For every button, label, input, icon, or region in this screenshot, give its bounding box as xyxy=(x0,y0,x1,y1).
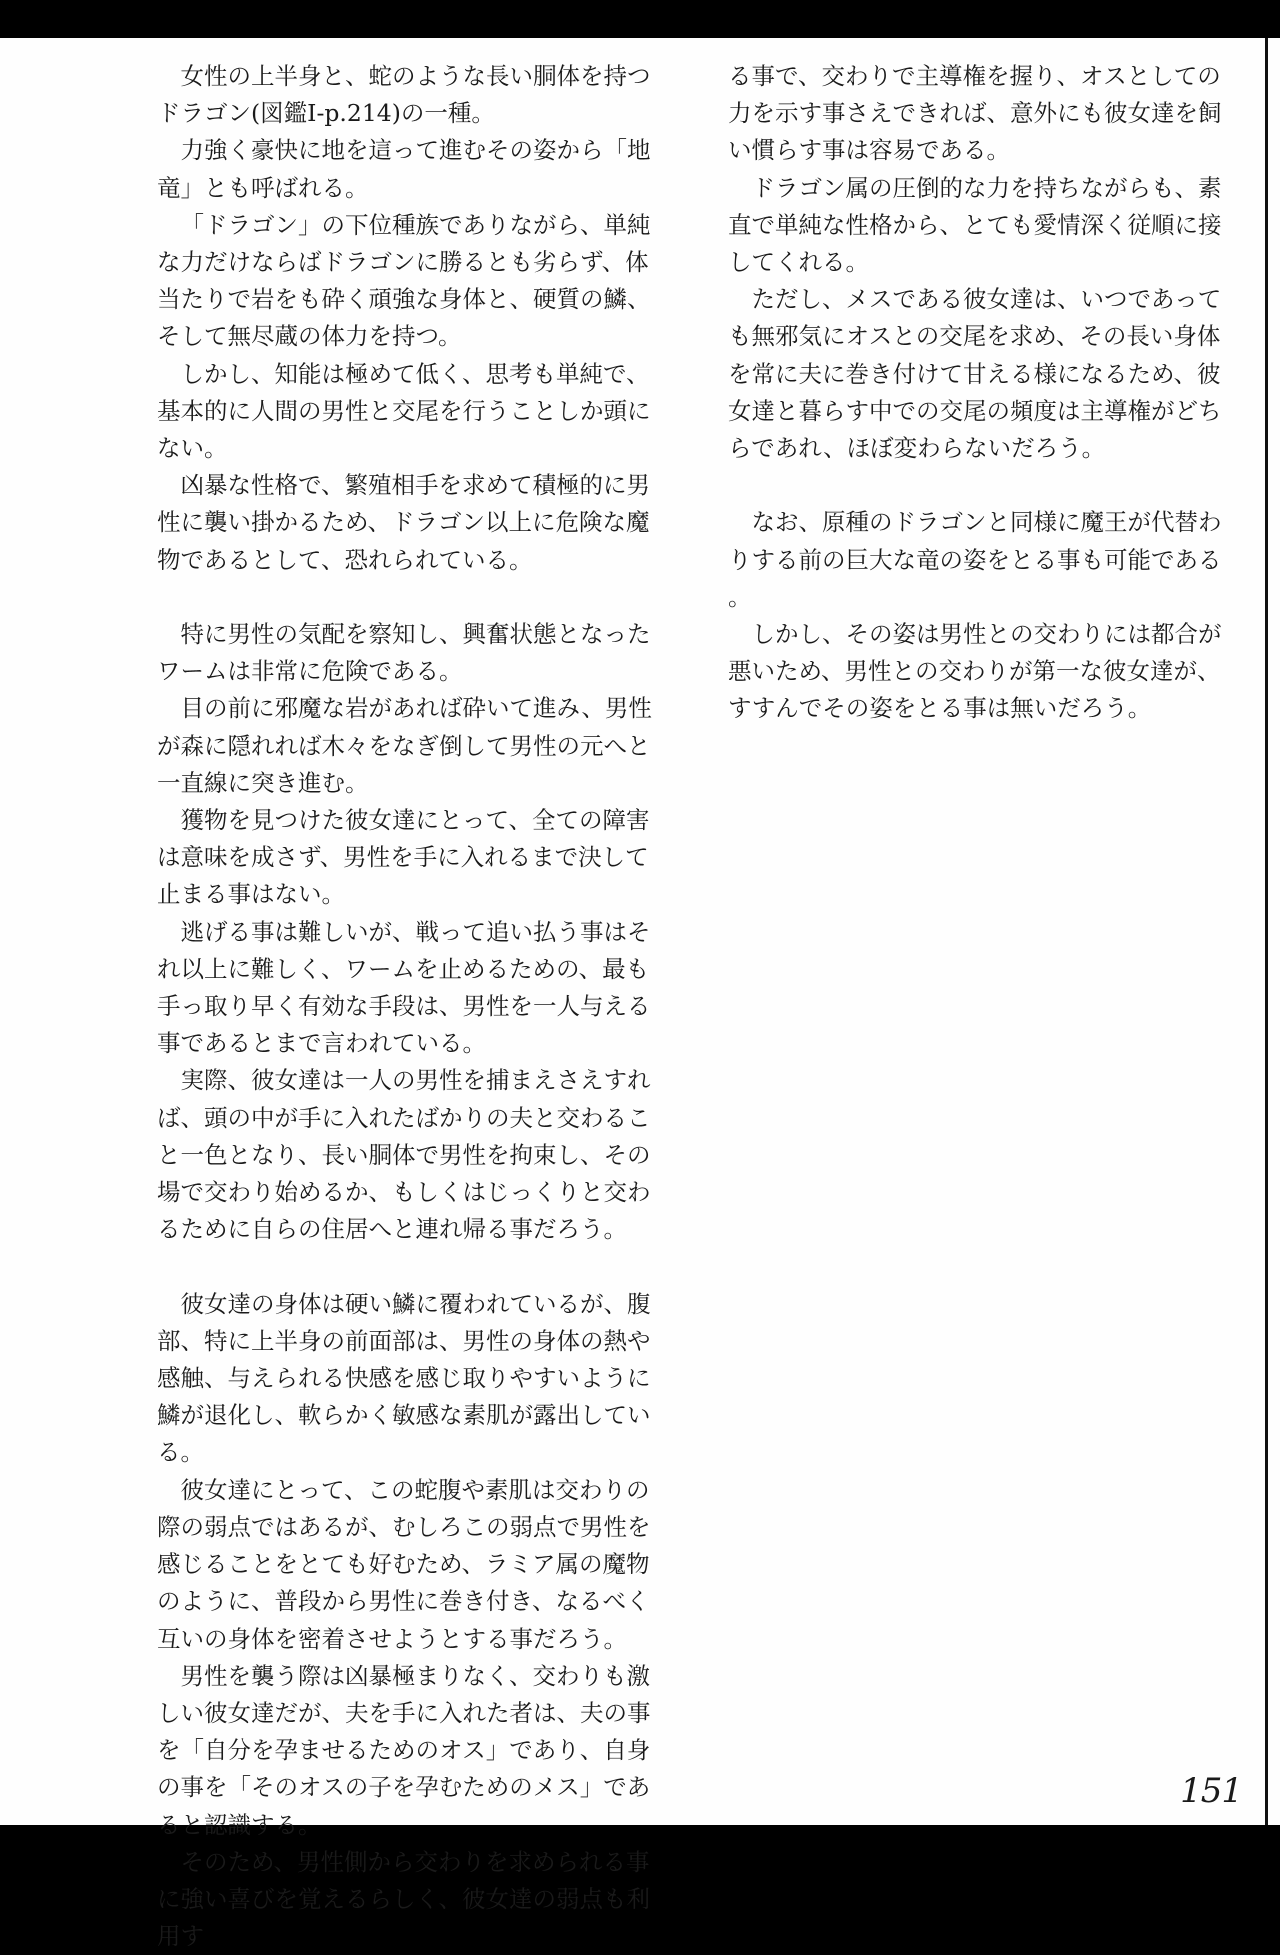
paragraph-continued: る事で、交わりで主導権を握り、オスとしての力を示す事さえできれば、意外にも彼女達を飼い慣らす事は容易である。 xyxy=(728,62,1222,165)
paragraph: 逃げる事は難しいが、戦って追い払う事はそれ以上に難しく、ワームを止めるための、最も手っ取り早く有効な手段は、男性を一人与える事であるとまで言われている。 xyxy=(157,917,651,1058)
paragraph: 特に男性の気配を察知し、興奮状態となったワームは非常に危険である。 xyxy=(157,620,651,686)
paragraph: ただし、メスである彼女達は、いつであっても無邪気にオスとの交尾を求め、その長い身体を常に夫に巻き付けて甘える様になるため、彼女達と暮らす中での交尾の頻度は主導権がどちらであれ、ほぼ変わらないだろう。 xyxy=(728,285,1222,463)
paragraph: そのため、男性側から交わりを求められる事に強い喜びを覚えるらしく、彼女達の弱点も利用す xyxy=(157,1847,651,1951)
paragraph-gap xyxy=(157,1248,667,1285)
paragraph: 「ドラゴン」の下位種族でありながら、単純な力だけならばドラゴンに勝るとも劣らず、体当たりで岩をも砕く頑強な身体と、硬質の鱗、そして無尽蔵の体力を持つ。 xyxy=(157,210,651,351)
paragraph: しかし、知能は極めて低く、思考も単純で、基本的に人間の男性と交尾を行うことしか頭にない。 xyxy=(157,359,651,463)
paragraph: 男性を襲う際は凶暴極まりなく、交わりも激しい彼女達だが、夫を手に入れた者は、夫の事を「自分を孕ませるためのオス」であり、自身の事を「そのオスの子を孕むためのメス」であると認識する。 xyxy=(157,1661,651,1839)
document-page xyxy=(0,38,1280,1951)
paragraph: 目の前に邪魔な岩があれば砕いて進み、男性が森に隠れれば木々をなぎ倒して男性の元へと一直線に突き進む。 xyxy=(157,694,652,797)
paragraph: ドラゴン属の圧倒的な力を持ちながらも、素直で単純な性格から、とても愛情深く従順に接してくれる。 xyxy=(728,173,1222,277)
page-number: 151 xyxy=(1180,1771,1242,1811)
paragraph-gap xyxy=(728,467,1240,504)
paragraph: しかし、その姿は男性との交わりには都合が悪いため、男性との交わりが第一な彼女達が、すすんでその姿をとる事は無いだろう。 xyxy=(728,620,1222,723)
left-column xyxy=(157,58,667,1955)
paragraph: 彼女達の身体は硬い鱗に覆われているが、腹部、特に上半身の前面部は、男性の身体の熱や感触、与えられる快感を感じ取りやすいように鱗が退化し、軟らかく敏感な素肌が露出している。 xyxy=(157,1289,651,1467)
right-column xyxy=(728,58,1240,728)
paragraph: 獲物を見つけた彼女達にとって、全ての障害は意味を成さず、男性を手に入れるまで決して止まる事はない。 xyxy=(157,806,650,909)
paragraph: 力強く豪快に地を這って進むその姿から「地竜」とも呼ばれる。 xyxy=(157,136,651,202)
paragraph: 凶暴な性格で、繁殖相手を求めて積極的に男性に襲い掛かるため、ドラゴン以上に危険な魔物であるとして、恐れられている。 xyxy=(157,471,651,574)
paragraph: 実際、彼女達は一人の男性を捕まえさえすれば、頭の中が手に入れたばかりの夫と交わること一色となり、長い胴体で男性を拘束し、その場で交わり始めるか、もしくはじっくりと交わるために自らの住居へと連れ帰る事だろう。 xyxy=(157,1066,651,1244)
paragraph: なお、原種のドラゴンと同様に魔王が代替わりする前の巨大な竜の姿をとる事も可能である。 xyxy=(728,508,1222,611)
paragraph: 彼女達にとって、この蛇腹や素肌は交わりの際の弱点ではあるが、むしろこの弱点で男性を感じることをとても好むため、ラミア属の魔物のように、普段から男性に巻き付き、なるべく互いの身体を密着させようとする事だろう。 xyxy=(157,1475,651,1653)
paragraph-gap xyxy=(157,579,667,616)
paragraph: 女性の上半身と、蛇のような長い胴体を持つドラゴン(図鑑Ⅰ-p.214)の一種。 xyxy=(157,62,651,128)
